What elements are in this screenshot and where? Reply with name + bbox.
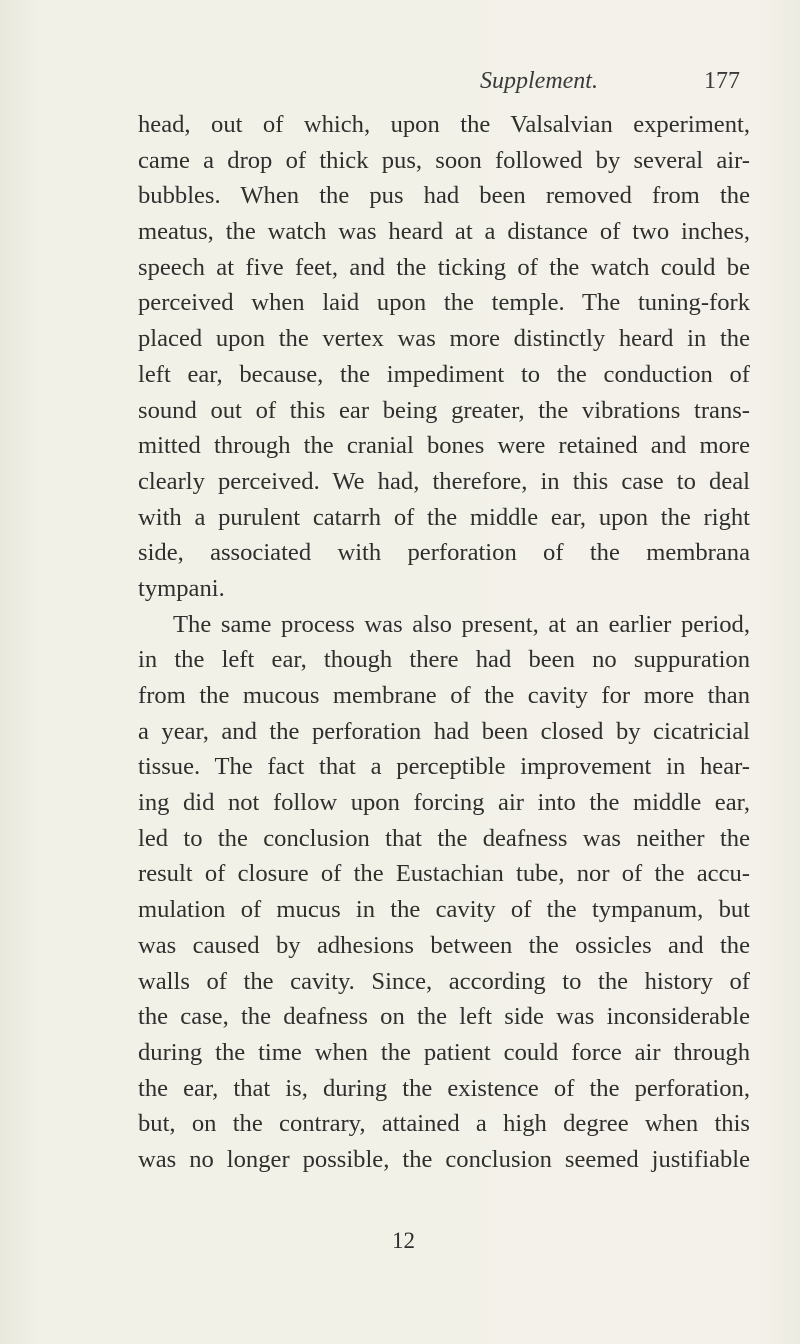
text-line: led to the conclusion that the deafness was neither the [138,824,750,852]
text-line: the case, the deafness on the left side was inconsiderable [138,1003,750,1031]
text-line: speech at five feet, and the ticking of the watch could be [138,253,750,281]
text-line: result of closure of the Eustachian tube, nor of the accu- [138,860,750,888]
text-line: perceived when laid upon the temple. The tuning-fork [138,289,750,317]
page-number: 177 [704,68,740,94]
text-line: placed upon the vertex was more distinctly heard in the [138,325,750,353]
text-line: side, associated with perforation of the membrana [138,539,750,567]
text-line: in the left ear, though there had been no suppuration [138,646,750,674]
text-line: head, out of which, upon the Valsalvian experiment, [138,111,750,138]
text-line: was caused by adhesions between the ossicles and the [138,931,750,959]
text-line: the ear, that is, during the existence of the perforation, [138,1074,750,1102]
signature-mark: 12 [392,1228,415,1253]
text-line: tympani. [138,574,225,602]
text-line: tissue. The fact that a perceptible improvement in hear- [138,753,750,781]
text-line: came a drop of thick pus, soon followed by several air- [138,146,750,174]
text-line: mitted through the cranial bones were retained and more [138,432,750,460]
text-line: was no longer possible, the conclusion seemed justifiable [138,1145,750,1173]
text-line: meatus, the watch was heard at a distance of two inches, [138,218,750,246]
text-line: ing did not follow upon forcing air into the middle ear, [138,789,750,817]
text-line: from the mucous membrane of the cavity for more than [138,682,750,709]
text-line: during the time when the patient could force air through [138,1038,750,1066]
page-header [480,68,740,102]
text-line: but, on the contrary, attained a high degree when this [138,1110,750,1138]
text-line: left ear, because, the impediment to the conduction of [138,360,750,388]
running-title: Supplement. [480,68,598,94]
text-line: bubbles. When the pus had been removed from the [138,182,750,210]
text-line: with a purulent catarrh of the middle ear, upon the right [138,503,750,531]
text-line: clearly perceived. We had, therefore, in this case to deal [138,467,750,495]
text-line: a year, and the perforation had been closed by cicatricial [138,717,750,745]
text-line: walls of the cavity. Since, according to the history of [138,967,750,995]
text-line: sound out of this ear being greater, the vibrations trans- [138,396,750,424]
paragraph-start-line: The same process was also present, at an earlier period, [173,610,750,638]
text-line: mulation of mucus in the cavity of the tympanum, but [138,896,750,924]
body-text [138,107,750,1178]
